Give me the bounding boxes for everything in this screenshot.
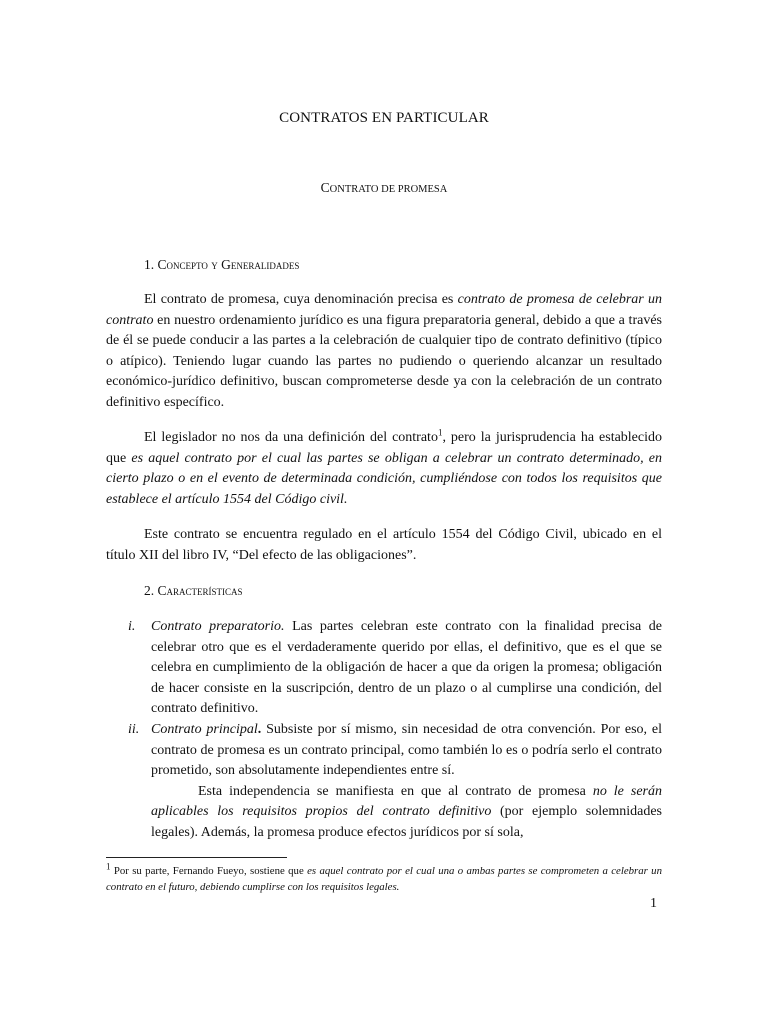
list-item (106, 720, 662, 844)
sub-text-italic: no le serán aplicables los requisitos propios del contrato definitivo (151, 783, 662, 820)
p3-text: Este contrato se encuentra regulado en el artículo 1554 del Código Civil, ubicado en el título XII del libro IV, “Del efecto de las obligaciones”. (106, 527, 662, 563)
p2-text-italic: es aquel contrato por el cual las partes se obligan a celebrar un contrato determinado, en cierto plazo o en el evento de determinada condición, cumpliéndose con todos los requisitos que establece el artículo 1554 del Código civil. (106, 450, 662, 507)
subtitle-rest: ONTRATO DE PROMESA (329, 184, 448, 195)
characteristics-list (106, 617, 662, 844)
paragraph-2 (106, 428, 662, 510)
p1-text-c: en nuestro ordenamiento jurídico es una figura preparatoria general, debido a que a través de él se puede conducir a las partes a la celebración de cualquier tipo de contrato definitivo (típico o atípico). Teniendo lugar cuando las partes no pudiendo o queriendo alcanzar un resultado económico-jurídico definitivo, buscan comprometerse desde ya con la celebración de un contrato definitivo específico. (106, 312, 662, 410)
list-item-dot: . (257, 721, 262, 737)
paragraph-3 (106, 525, 662, 566)
section-number: 2. (144, 583, 155, 598)
footnote-ref[interactable]: 1 (437, 427, 443, 438)
list-item (106, 617, 662, 720)
paragraph-1 (106, 290, 662, 414)
list-item-label: Contrato preparatorio. (151, 619, 285, 634)
p1-text-italic: contrato de promesa de celebrar un contrato (106, 292, 663, 328)
footnote-text-a: Por su parte, Fernando Fueyo, sostiene que (110, 865, 308, 877)
sub-text-c: (por ejemplo solemnidades legales). Además, la promesa produce efectos jurídicos por sí sola, (151, 804, 662, 840)
list-item-subparagraph (151, 782, 662, 844)
footnote-mark: 1 (106, 861, 111, 872)
section-heading-1 (144, 257, 299, 273)
document-subtitle (0, 180, 768, 196)
list-item-number: i. (128, 619, 136, 634)
list-item-text: Subsiste por sí mismo, sin necesidad de otra convención. Por eso, el contrato de promesa es un contrato principal, como también lo es o podría serlo el contrato prometido, son absolutamente independientes entre sí. (151, 721, 662, 779)
section-number: 1. (144, 257, 155, 272)
p1-text-a: El contrato de promesa, cuya denominación precisa es (144, 292, 458, 307)
p2-text-a: El legislador no nos da una definición del contrato (144, 430, 438, 445)
p2-text-b: , pero la jurisprudencia ha establecido que (106, 430, 663, 466)
section-title: Características (157, 583, 243, 598)
page-number: 1 (650, 896, 657, 911)
footnote (106, 863, 662, 895)
subtitle-initial: C (320, 180, 330, 195)
list-item-number: ii. (128, 721, 140, 737)
sub-text-a: Esta independencia se manifiesta en que al contrato de promesa (198, 783, 593, 799)
footnote-separator (106, 857, 287, 858)
section-title: Concepto y Generalidades (157, 257, 300, 272)
list-item-text: Las partes celebran este contrato con la finalidad precisa de celebrar otro que es el verdaderamente querido por ellas, el definitivo, que es el que se celebra en cumplimiento de la obligación de hacer a que da origen la promesa; obligación de hacer consiste en la suscripción, dentro de un plazo o al cumplirse una condición, del contrato definitivo. (151, 619, 662, 717)
list-item-label: Contrato principal (151, 721, 258, 737)
section-heading-2 (144, 583, 243, 599)
footnote-text-italic: es aquel contrato por el cual una o ambas partes se comprometen a celebrar un contrato en el futuro, debiendo cumplirse con los requisitos legales. (106, 865, 662, 893)
document-title: CONTRATOS EN PARTICULAR (279, 110, 489, 126)
